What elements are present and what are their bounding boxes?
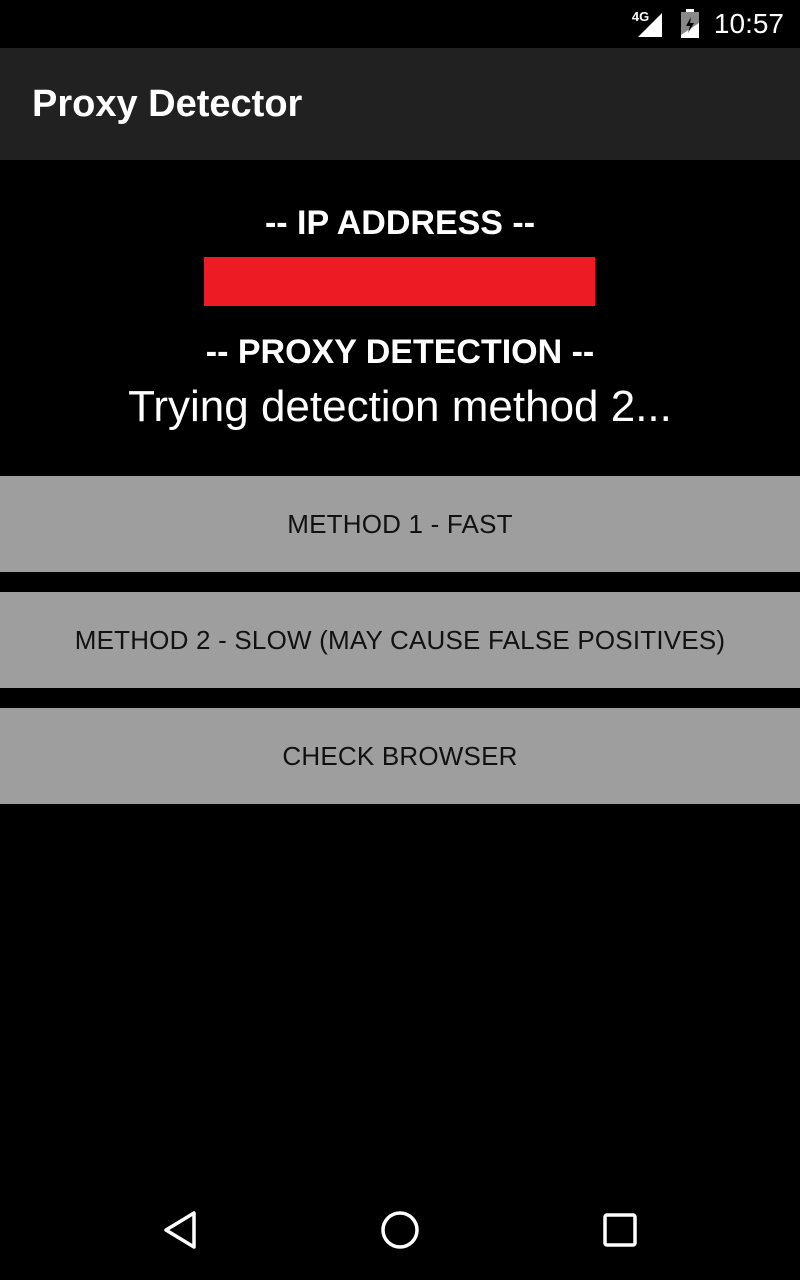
recents-button[interactable] (580, 1198, 660, 1262)
ip-address-heading: -- IP ADDRESS -- (264, 204, 536, 242)
app-title: Proxy Detector (32, 83, 303, 125)
ip-address-value-redacted (204, 257, 595, 306)
recents-icon (602, 1212, 638, 1248)
signal-icon (632, 9, 666, 39)
back-icon (162, 1210, 198, 1250)
check-browser-button[interactable]: CHECK BROWSER (0, 708, 800, 804)
status-bar (0, 0, 800, 48)
app-bar (0, 48, 800, 160)
home-icon (380, 1210, 420, 1250)
navigation-bar (0, 1184, 800, 1280)
back-button[interactable] (140, 1198, 220, 1262)
battery-icon (680, 9, 700, 39)
method-1-fast-button[interactable]: METHOD 1 - FAST (0, 476, 800, 572)
network-type-label: 4G (631, 9, 650, 24)
home-button[interactable] (360, 1198, 440, 1262)
method-2-slow-button[interactable]: METHOD 2 - SLOW (MAY CAUSE FALSE POSITIVES) (0, 592, 800, 688)
clock: 10:57 (713, 8, 784, 39)
status-icons (632, 0, 784, 48)
proxy-detection-heading: -- PROXY DETECTION -- (205, 333, 595, 371)
proxy-detection-status: Trying detection method 2... (128, 382, 672, 431)
